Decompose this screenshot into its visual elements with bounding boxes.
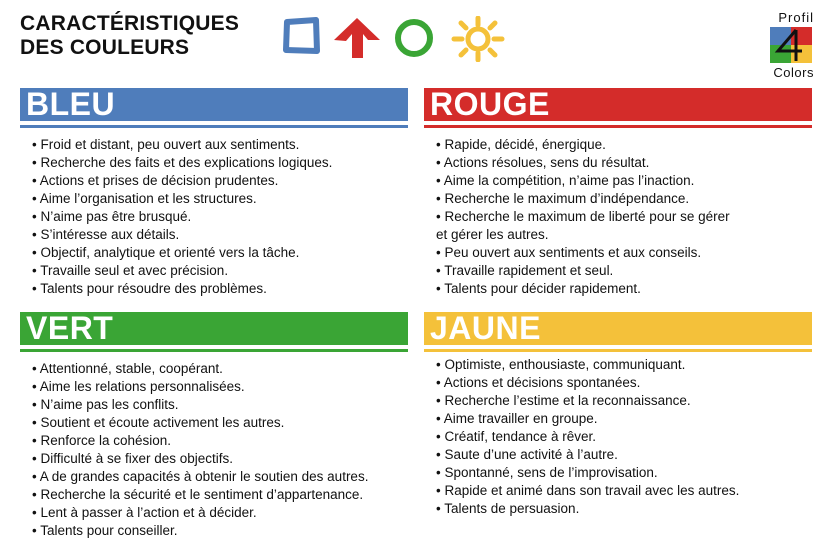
- panel-blue: [20, 88, 408, 308]
- page-title: [20, 12, 239, 60]
- list-item: • S’intéresse aux détails.: [32, 227, 180, 242]
- list-item: • Saute d’une activité à l’autre.: [436, 447, 618, 462]
- panel-red-rule: [424, 125, 812, 128]
- list-item: • A de grandes capacités à obtenir le soutien des autres.: [32, 469, 369, 484]
- list-item: • Froid et distant, peu ouvert aux sentiments.: [32, 137, 300, 152]
- list-item: • Aime la compétition, n’aime pas l’inaction.: [436, 173, 695, 188]
- panel-green: [20, 312, 408, 537]
- list-item: • N’aime pas les conflits.: [32, 397, 179, 412]
- list-item: • Actions résolues, sens du résultat.: [436, 155, 650, 170]
- list-item: • Talents pour décider rapidement.: [436, 281, 641, 296]
- panel-yellow-header: JAUNE: [424, 312, 812, 345]
- list-item: • Travaille rapidement et seul.: [436, 263, 614, 278]
- panel-red-header: ROUGE: [424, 88, 812, 121]
- panel-yellow-rule: [424, 349, 812, 352]
- logo-color-grid: [770, 27, 812, 63]
- list-item: • Talents pour résoudre des problèmes.: [32, 281, 267, 296]
- panel-red-list: [436, 136, 730, 298]
- list-item: • Objectif, analytique et orienté vers la tâche.: [32, 245, 300, 260]
- list-item: • Peu ouvert aux sentiments et aux conseils.: [436, 245, 702, 260]
- profil-colors-logo: [764, 10, 816, 80]
- list-item: • Recherche la sécurité et le sentiment d’appartenance.: [32, 487, 364, 502]
- panel-blue-list: [32, 136, 332, 298]
- color-icons: [282, 16, 512, 62]
- list-item: • Recherche l’estime et la reconnaissance.: [436, 393, 691, 408]
- red-arrow-icon: [332, 16, 382, 60]
- list-item: • Rapide et animé dans son travail avec les autres.: [436, 483, 740, 498]
- panel-yellow: [424, 312, 812, 537]
- list-item: • Spontanné, sens de l’improvisation.: [436, 465, 658, 480]
- panel-yellow-list: [436, 356, 739, 518]
- list-item: • Optimiste, enthousiaste, communiquant.: [436, 357, 686, 372]
- list-item: • Travaille seul et avec précision.: [32, 263, 229, 278]
- list-item: • Talents pour conseiller.: [32, 523, 178, 538]
- panel-red: [424, 88, 812, 308]
- list-item: et gérer les autres.: [436, 227, 549, 242]
- list-item: • Actions et décisions spontanées.: [436, 375, 641, 390]
- blue-square-icon: [282, 16, 322, 56]
- list-item: • Difficulté à se fixer des objectifs.: [32, 451, 234, 466]
- list-item: • Recherche le maximum de liberté pour se gérer: [436, 209, 730, 224]
- list-item: • Actions et prises de décision prudentes.: [32, 173, 279, 188]
- list-item: • Aime l’organisation et les structures.: [32, 191, 257, 206]
- list-item: • Soutient et écoute activement les autres.: [32, 415, 285, 430]
- yellow-sun-icon: [450, 16, 506, 62]
- list-item: • Lent à passer à l’action et à décider.: [32, 505, 257, 520]
- list-item: • Rapide, décidé, énergique.: [436, 137, 606, 152]
- list-item: • Talents de persuasion.: [436, 501, 580, 516]
- panel-blue-rule: [20, 125, 408, 128]
- panel-green-list: [32, 360, 368, 540]
- list-item: • Renforce la cohésion.: [32, 433, 172, 448]
- title-line-1: CARACTÉRISTIQUES: [20, 12, 240, 35]
- list-item: • Recherche le maximum d’indépendance.: [436, 191, 690, 206]
- title-line-2: DES COULEURS: [20, 36, 190, 59]
- list-item: • N’aime pas être brusqué.: [32, 209, 192, 224]
- list-item: • Attentionné, stable, coopérant.: [32, 361, 223, 376]
- panel-green-header: VERT: [20, 312, 408, 345]
- logo-text-bottom: Colors: [773, 65, 814, 80]
- list-item: • Recherche des faits et des explications logiques.: [32, 155, 333, 170]
- list-item: • Aime les relations personnalisées.: [32, 379, 245, 394]
- list-item: • Créatif, tendance à rêver.: [436, 429, 597, 444]
- list-item: • Aime travailler en groupe.: [436, 411, 598, 426]
- logo-text-top: Profil: [778, 10, 814, 25]
- panel-blue-header: BLEU: [20, 88, 408, 121]
- panel-green-rule: [20, 349, 408, 352]
- green-circle-icon: [392, 16, 436, 60]
